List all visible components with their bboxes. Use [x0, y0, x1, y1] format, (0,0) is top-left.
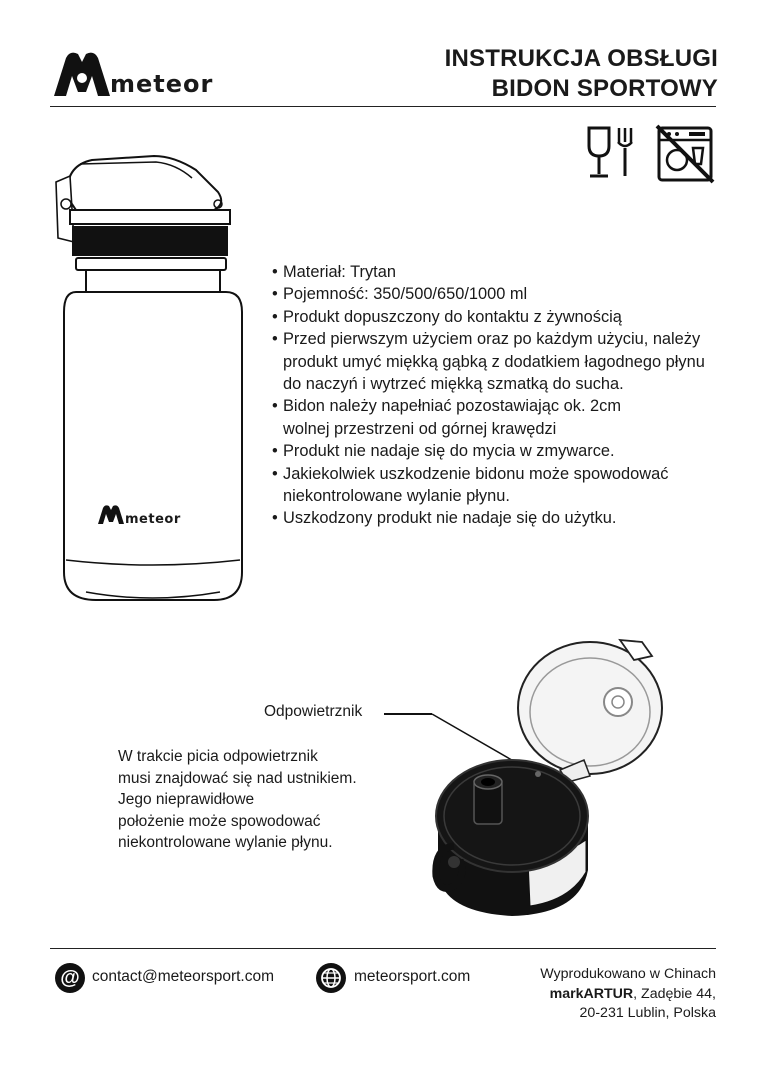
manufacturer-address — [540, 965, 716, 1024]
company-name: markARTUR — [549, 985, 634, 1002]
vent-instructions — [118, 746, 418, 854]
vent-text-line: położenie może spowodować — [118, 812, 321, 830]
title-line-1: INSTRUKCJA OBSŁUGI — [444, 45, 718, 72]
website-link[interactable]: meteorsport.com — [354, 968, 471, 985]
list-item: • Materiał: Trytan — [272, 261, 732, 283]
spec-list — [272, 261, 732, 530]
list-item: • Jakiekolwiek uszkodzenie bidonu może spowodować niekontrolowane wylanie płynu. — [272, 463, 732, 508]
page-title — [445, 44, 718, 104]
bottle-illustration — [46, 152, 258, 613]
street: , Zadębie 44, — [633, 985, 716, 1002]
brand-logo — [52, 48, 272, 100]
list-item: • Produkt nie nadaje się do mycia w zmywarce. — [272, 440, 732, 462]
no-dishwasher-icon — [655, 124, 715, 189]
vent-text-line: musi znajdować się nad ustnikiem. — [118, 769, 357, 787]
bottle-brand: meteor — [125, 512, 181, 527]
list-item: • Pojemność: 350/500/650/1000 ml — [272, 283, 732, 305]
email-icon: @ — [55, 963, 85, 993]
header-divider — [50, 106, 716, 107]
vent-label: Odpowietrznik — [264, 703, 363, 720]
vent-text-line: Jego nieprawidłowe — [118, 791, 255, 808]
list-item: • Przed pierwszym użyciem oraz po każdym użyciu, należy produkt umyć miękką gąbką z dodatkiem łagodnego płynu do naczyń i wytrzeć miękką szmatką do sucha. — [272, 328, 732, 395]
vent-text-line: W trakcie picia odpowietrznik — [118, 748, 318, 765]
contact-email[interactable]: contact@meteorsport.com — [92, 968, 274, 985]
list-item: • Produkt dopuszczony do kontaktu z żywnością — [272, 306, 732, 328]
list-item: • Uszkodzony produkt nie nadaje się do użytku. — [272, 507, 732, 529]
lid-illustration — [420, 630, 670, 925]
globe-icon — [316, 963, 346, 993]
city: 20-231 Lublin, Polska — [579, 1005, 716, 1021]
company-line — [540, 985, 716, 1005]
food-safe-icon — [585, 124, 639, 187]
meteor-logo-icon — [52, 48, 112, 100]
brand-name: meteor — [110, 70, 214, 98]
made-in: Wyprodukowano w Chinach — [540, 966, 716, 982]
footer-divider — [50, 948, 716, 949]
vent-text-line: niekontrolowane wylanie płynu. — [118, 834, 333, 851]
title-line-2: BIDON SPORTOWY — [491, 75, 718, 102]
list-item: • Bidon należy napełniać pozostawiając ok. 2cm wolnej przestrzeni od górnej krawędzi — [272, 395, 732, 440]
